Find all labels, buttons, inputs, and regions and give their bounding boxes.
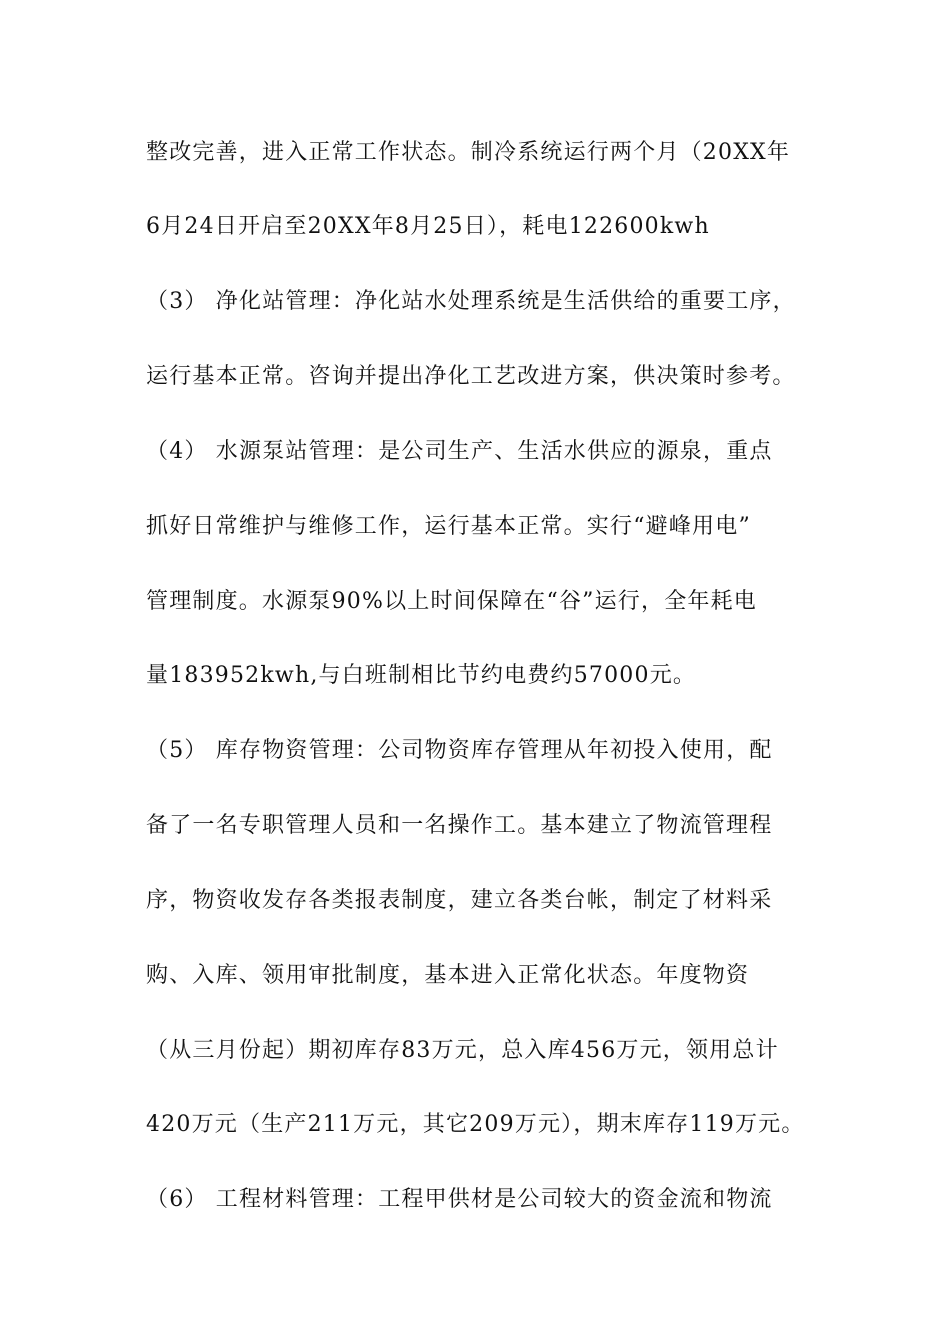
text-line: 购、入库、领用审批制度，基本进入正常化状态。年度物资 [146,963,750,988]
text-line: （从三月份起）期初库存83万元，总入库456万元，领用总计 [146,1038,779,1063]
text-line: （5） 库存物资管理：公司物资库存管理从年初投入使用，配 [146,738,773,763]
text-line: 整改完善，进入正常工作状态。制冷系统运行两个月（20XX年 [146,140,791,165]
text-line: 序，物资收发存各类报表制度，建立各类台帐，制定了材料采 [146,888,773,913]
text-line: （3） 净化站管理：净化站水处理系统是生活供给的重要工序， [146,289,796,314]
text-line: 420万元（生产211万元，其它209万元），期末库存119万元。 [146,1112,805,1137]
text-line: 6月24日开启至20XX年8月25日），耗电122600kwh [146,214,710,239]
text-line: 管理制度。水源泵90%以上时间保障在“谷”运行，全年耗电 [146,589,757,614]
text-line: 抓好日常维护与维修工作，运行基本正常。实行“避峰用电” [146,514,751,539]
text-line: （4） 水源泵站管理：是公司生产、生活水供应的源泉，重点 [146,439,773,464]
text-line: 备了一名专职管理人员和一名操作工。基本建立了物流管理程 [146,813,773,838]
text-line: 运行基本正常。咨询并提出净化工艺改进方案，供决策时参考。 [146,364,796,389]
text-line: 量183952kwh,与白班制相比节约电费约57000元。 [146,663,697,688]
text-line: （6） 工程材料管理：工程甲供材是公司较大的资金流和物流 [146,1187,773,1212]
